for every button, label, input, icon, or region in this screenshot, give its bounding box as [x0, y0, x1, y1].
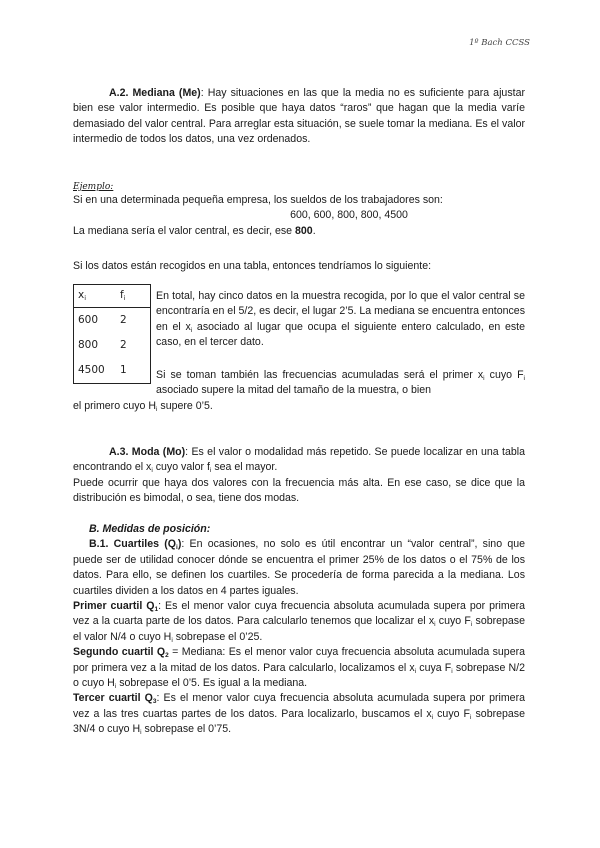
course-header: 1º Bach CCSS: [469, 38, 530, 48]
frecuencias-acumuladas: Si se toman también las frecuencias acumuladas será el primer $x_i$ cuyo $F_i$ asociado supere la mitad del tamaño de la muestra, o bien: [156, 369, 525, 397]
table-row: 800 2: [78, 338, 127, 351]
median-value: 800: [295, 224, 313, 237]
q3-paragraph: Tercer cuartil $Q_3$: Es el menor valor cuya frecuencia absoluta acumulada supera por primera vez a las tres cuartas partes de los datos. Para localizarlo, buscamos el $x_i$ cuyo $F_i$ sobrepase 3N/4 o cuyo $H_i$ sobrepase el 0’75.: [73, 692, 525, 737]
table-header-row: [74, 285, 151, 308]
frecuencias-acumuladas-cont: el primero cuyo $H_i$ supere 0’5.: [73, 400, 213, 413]
cuartiles-paragraph: B.1. Cuartiles $(Q_i)$: En ocasiones, no solo es útil encontrar un “valor central”, sino que puede ser de utilidad conocer dónde se encuentra el primer 25% de los datos o el 75% de los datos. Para ello, se definen los cuartiles. Se procedería de forma parecida a la mediana. Los cuartiles dividen a los datos en 4 partes iguales.: [73, 538, 525, 597]
ejemplo-line1: Si en una determinada pequeña empresa, los sueldos de los trabajadores son:: [73, 194, 443, 206]
q3-label: Tercer cuartil $Q_3$: [73, 692, 157, 706]
moda-section: A.3. Moda (Mo): Es el valor o modalidad más repetido. Se puede localizar en una tabla encontrando el $x_i$ cuyo valor $f_i$ sea el mayor. Puede ocurrir que haya dos valores con la frecuencia más alta. En ese caso, se dice que la distribución es bimodal, o sea, tiene dos modas.: [73, 446, 525, 505]
q1-paragraph: Primer cuartil $Q_1$: Es el menor valor cuya frecuencia absoluta acumulada supera por primera vez a la cuarta parte de los datos. Para calcularlo tenemos que localizar el $x_i$ cuyo $F_i$ sobrepase el valor N/4 o cuyo $H_i$ sobrepase el 0’25.: [73, 600, 526, 644]
q1-label: Primer cuartil $Q_1$: [73, 600, 159, 614]
table-row: 4500 1: [78, 363, 127, 376]
tabla-explicacion: En total, hay cinco datos en la muestra recogida, por lo que el valor central se encontraría en el 5/2, es decir, el lugar 2’5. La mediana se encuentra entonces en el $x_i$ asociado al lugar que ocupa el siguiente entero calculado, en este caso, en el tercer dato.: [156, 290, 526, 349]
posicion-heading: B. Medidas de posición:: [89, 523, 211, 535]
mediana-section: [73, 86, 525, 148]
ejemplo-line3: La mediana sería el valor central, es decir, ese 800.: [73, 224, 316, 237]
tabla-intro: Si los datos están recogidos en una tabla, entonces tendríamos lo siguiente:: [73, 260, 432, 272]
mediana-paragraph: A.2. Mediana (Me): Hay situaciones en las que la media no es suficiente para ajustar bien ese valor intermedio. Es posible que haya datos “raros” que hagan que la media varíe demasiado del valor central. Para arreglar esta situación, se suele tomar la mediana. Es el valor intermedio de todos los datos, una vez ordenados.: [73, 87, 525, 146]
moda-heading: A.3. Moda (Mo): [109, 446, 186, 458]
ejemplo-label: Ejemplo:: [73, 182, 114, 192]
table-row: 600 2: [78, 313, 127, 326]
q2-paragraph: Segundo cuartil $Q_2$ = Mediana: Es el menor valor cuya frecuencia absoluta acumulada supera por primera vez a la mitad de los datos. Para calcularlo, localizamos el $x_i$ cuya $F_i$ sobrepase N/2 o cuyo $H_i$ sobrepase el 0’5. Es igual a la mediana.: [73, 646, 526, 691]
frequency-table: [73, 284, 151, 384]
ejemplo-values: 600, 600, 800, 800, 4500: [290, 209, 408, 222]
header-xi: $x_i$: [74, 285, 117, 308]
mediana-heading: A.2. Mediana (Me): [109, 87, 201, 99]
posicion-section: [73, 522, 525, 738]
header-fi: $f_i$: [116, 285, 151, 308]
q2-label: Segundo cuartil $Q_2$: [73, 646, 169, 660]
ejemplo-section: [73, 180, 525, 239]
cuartiles-heading: B.1. Cuartiles $(Q_i)$: [89, 538, 182, 552]
